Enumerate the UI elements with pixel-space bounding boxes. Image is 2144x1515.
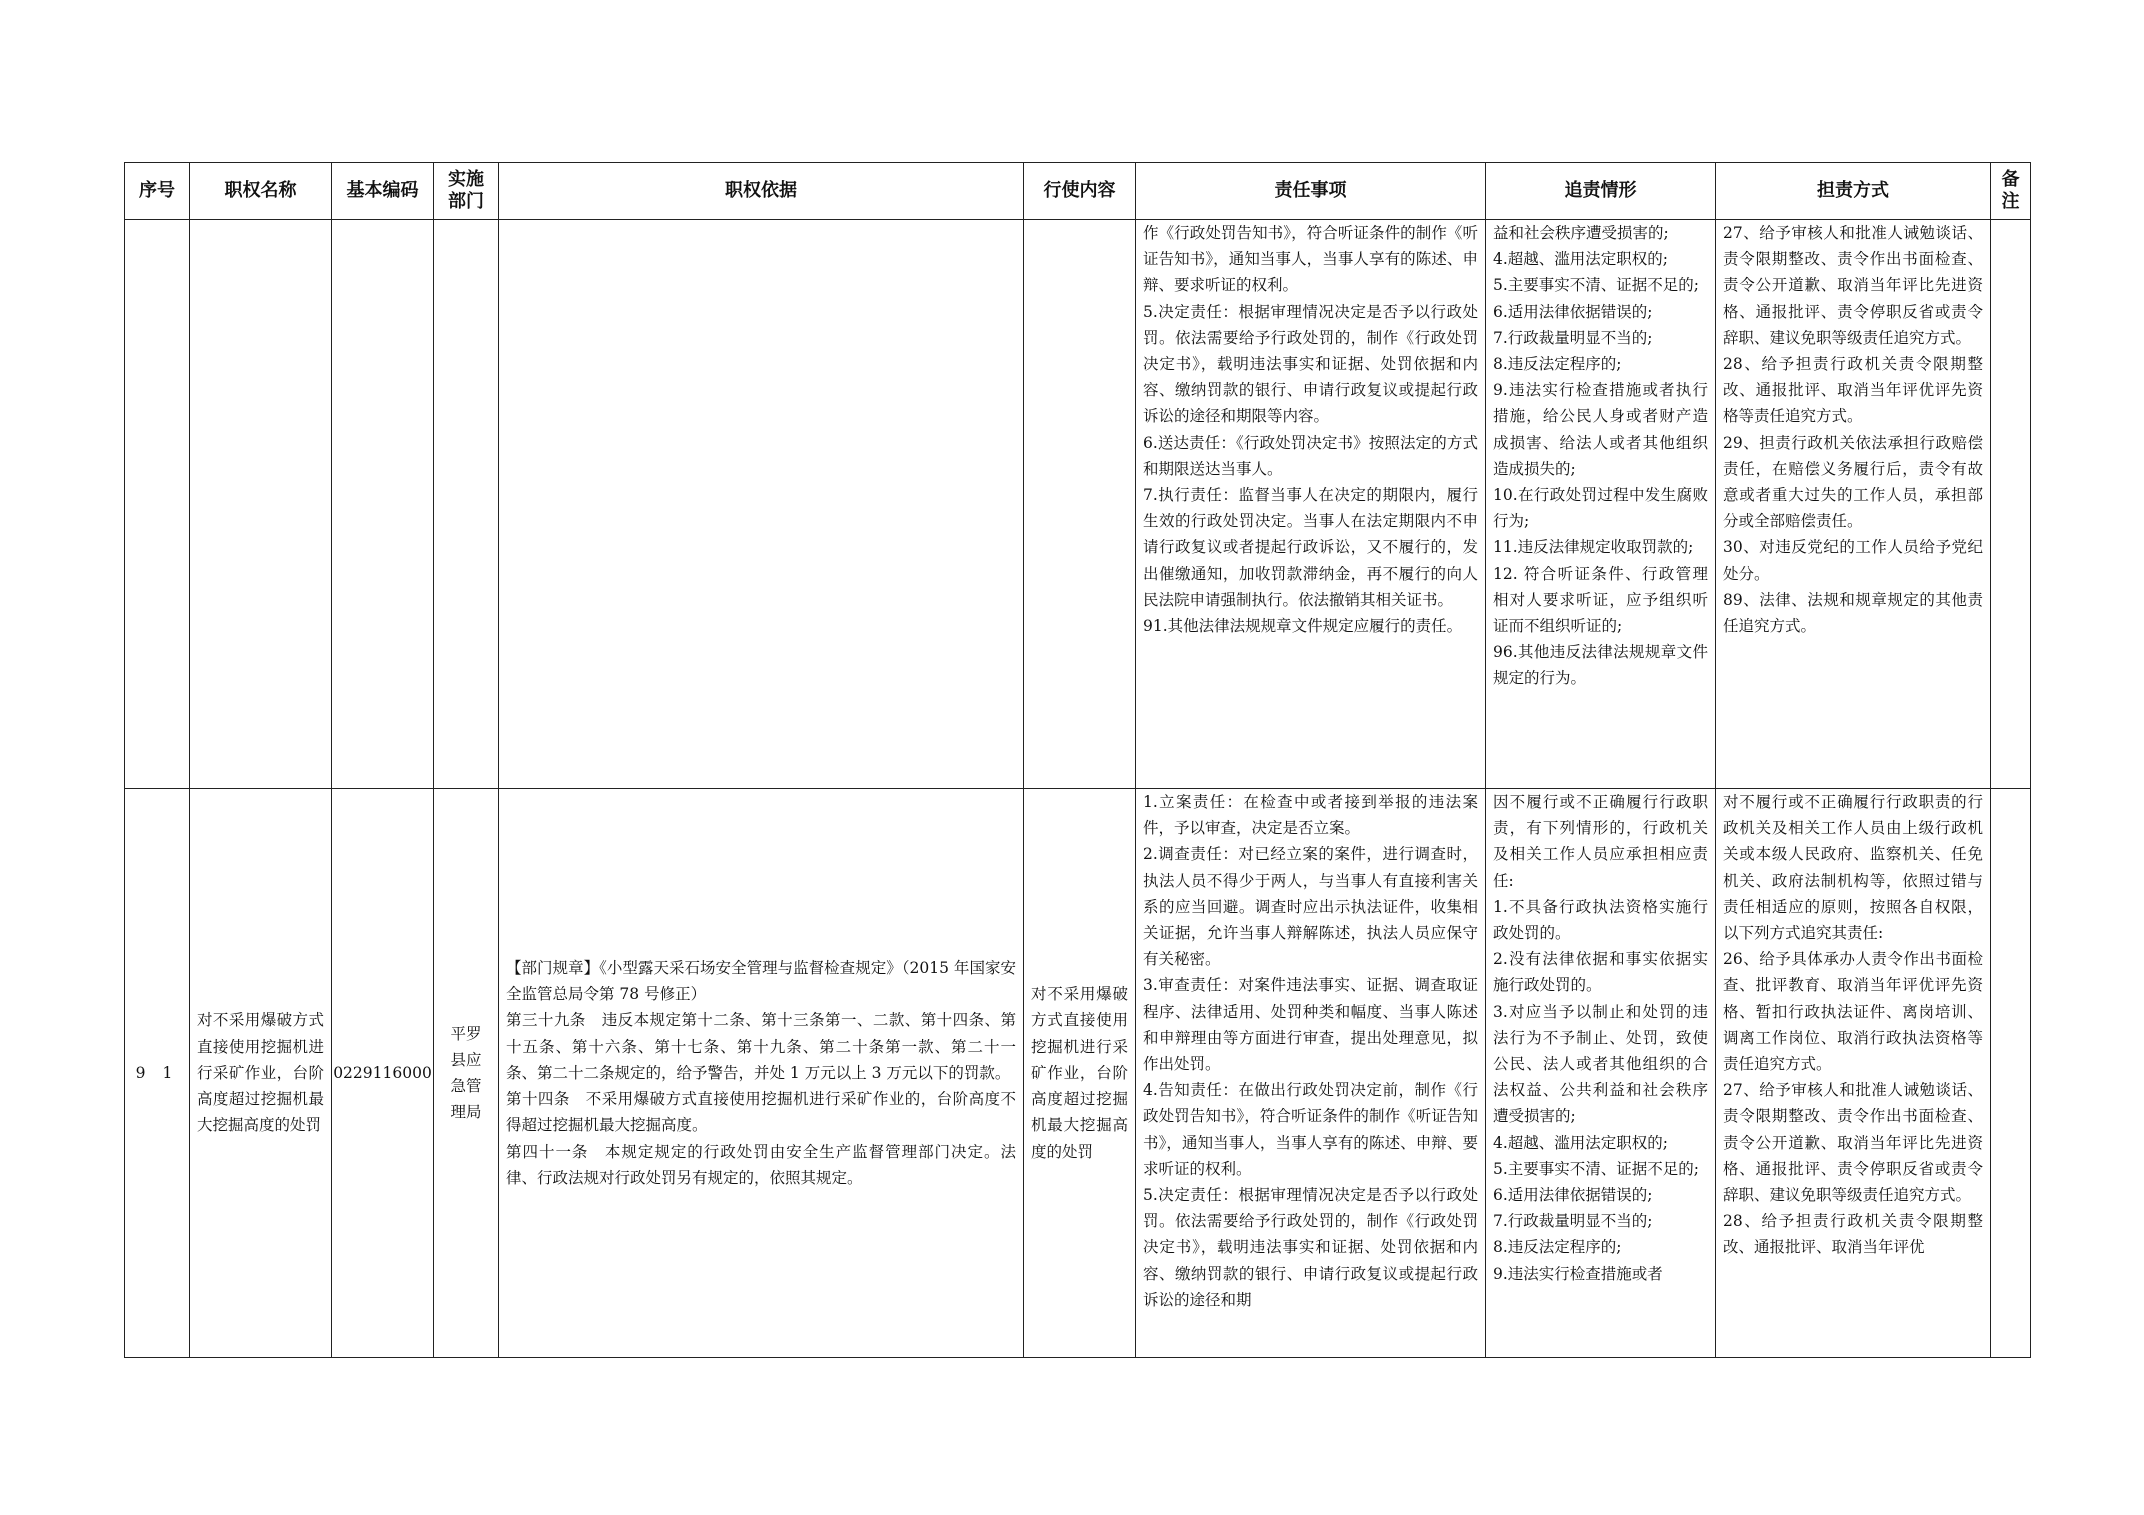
header-index: 序号 bbox=[125, 163, 190, 220]
cell-power-name bbox=[190, 789, 332, 1358]
header-row bbox=[125, 163, 2031, 220]
cell-liability bbox=[1716, 789, 1991, 1358]
cell-liability-cont bbox=[1716, 220, 1991, 789]
code-text: 0229116000 bbox=[333, 1063, 432, 1082]
content-text: 对不采用爆破方式直接使用挖掘机进行采矿作业，台阶高度超过挖掘机最大挖掘高度的处罚 bbox=[1031, 985, 1128, 1161]
cell-content bbox=[1024, 789, 1136, 1358]
table-row-continued bbox=[125, 220, 2031, 789]
power-name-text: 对不采用爆破方式直接使用挖掘机进行采矿作业，台阶高度超过挖掘机最大挖掘高度的处罚 bbox=[197, 1011, 324, 1135]
header-remarks bbox=[1991, 163, 2031, 220]
cell-department bbox=[434, 789, 499, 1358]
cell-accountability-cont bbox=[1486, 220, 1716, 789]
responsibilities-text: 作《行政处罚告知书》，符合听证条件的制作《听证告知书》，通知当事人，当事人享有的陈述、申辩、要求听证的权利。 5.决定责任：根据审理情况决定是否予以行政处罚。依法需要给予行政处罚的，制作《行政处罚决定书》，载明违法事实和证据、处罚依据和内容、缴纳罚款的银行、申请行政复议或提起行政诉讼的途径和期限等内容。 6.送达责任：《行政处罚决定书》按照法定的方式和期限送达当事人。 7.执行责任：监督当事人在决定的期限内，履行生效的行政处罚决定。当事人在法定期限内不申请行政复议或者提起行政诉讼，又不履行的，发出催缴通知，加收罚款滞纳金，再不履行的向人民法院申请强制执行。依法撤销其相关证书。 91.其他法律法规规章文件规定应履行的责任。 bbox=[1143, 224, 1478, 636]
header-accountability: 追责情形 bbox=[1486, 163, 1716, 220]
cell-responsibilities-cont bbox=[1136, 220, 1486, 789]
accountability-text-91: 因不履行或不正确履行行政职责，有下列情形的，行政机关及相关工作人员应承担相应责任: 1.不具备行政执法资格实施行政处罚的。 2.没有法律依据和事实依据实施行政处罚的。 3.对应当予以制止和处罚的违法行为不予制止、处罚，致使公民、法人或者其他组织的合法权益、公共利益和社会秩序遭受损害的; 4.超越、滥用法定职权的; 5.主要事实不清、证据不足的; 6.适用法律依据错误的; 7.行政裁量明显不当的; 8.违反法定程序的; 9.违法实行检查措施或者 bbox=[1493, 793, 1708, 1283]
cell-code bbox=[332, 789, 434, 1358]
liability-text-91: 对不履行或不正确履行行政职责的行政机关及相关工作人员由上级行政机关或本级人民政府、监察机关、任免机关、政府法制机构等，依照过错与责任相适应的原则，按照各自权限，以下列方式追究其责任: 26、给予具体承办人责令作出书面检查、批评教育、取消当年评优评先资格、暂扣行政执法证件、离岗培训、调离工作岗位、取消行政执法资格等责任追究方式。 27、给予审核人和批准人诫勉谈话、责令限期整改、责令作出书面检查、责令公开道歉、取消当年评比先进资格、通报批评、责令停职反省或责令辞职、建议免职等级责任追究方式。 28、给予担责行政机关责令限期整改、通报批评、取消当年评优 bbox=[1723, 793, 1983, 1257]
accountability-text: 益和社会秩序遭受损害的; 4.超越、滥用法定职权的; 5.主要事实不清、证据不足的; 6.适用法律依据错误的; 7.行政裁量明显不当的; 8.违反法定程序的; 9.违法实行检查措施或者执行措施，给公民人身或者财产造成损害、给法人或者其他组织造成损失的; 10.在行政处罚过程中发生腐败行为; 11.违反法律规定收取罚款的; 12. 符合听证条件、行政管理相对人要求听证，应予组织听证而不组织听证的; 96.其他违反法律法规规章文件规定的行为。 bbox=[1493, 224, 1708, 688]
header-department bbox=[434, 163, 499, 220]
header-liability: 担责方式 bbox=[1716, 163, 1991, 220]
header-department-label: 实施部门 bbox=[448, 169, 484, 212]
liability-text: 27、给予审核人和批准人诫勉谈话、责令限期整改、责令作出书面检查、责令公开道歉、取消当年评比先进资格、通报批评、责令停职反省或责令辞职、建议免职等级责任追究方式。 28、给予担责行政机关责令限期整改、通报批评、取消当年评优评先资格等责任追究方式。 29、担责行政机关依法承担行政赔偿责任，在赔偿义务履行后，责令有故意或者重大过失的工作人员，承担部分或全部赔偿责任。 30、对违反党纪的工作人员给予党纪处分。 89、法律、法规和规章规定的其他责任追究方式。 bbox=[1723, 224, 1983, 636]
cell-index bbox=[125, 789, 190, 1358]
cell-department-empty bbox=[434, 220, 499, 789]
header-code: 基本编码 bbox=[332, 163, 434, 220]
cell-basis-empty bbox=[499, 220, 1024, 789]
basis-text: 【部门规章】《小型露天采石场安全管理与监督检查规定》（2015 年国家安全监管总局令第 78 号修正） 第三十九条 违反本规定第十二条、第十三条第一、二款、第十四条、第十五条、第十六条、第十七条、第十九条、第二十条第一款、第二十一条、第二十二条规定的，给予警告，并处 1 万元以上 3 万元以下的罚款。 第十四条 不采用爆破方式直接使用挖掘机进行采矿作业的，台阶高度不得超过挖掘机最大挖掘高度。 第四十一条 本规定规定的行政处罚由安全生产监督管理部门决定。法律、行政法规对行政处罚另有规定的，依照其规定。 bbox=[506, 959, 1016, 1187]
header-responsibilities: 责任事项 bbox=[1136, 163, 1486, 220]
responsibilities-text-91: 1.立案责任：在检查中或者接到举报的违法案件，予以审查，决定是否立案。 2.调查责任：对已经立案的案件，进行调查时，执法人员不得少于两人，与当事人有直接利害关系的应当回避。调查时应出示执法证件，收集相关证据，允许当事人辩解陈述，执法人员应保守有关秘密。 3.审查责任：对案件违法事实、证据、调查取证程序、法律适用、处罚种类和幅度、当事人陈述和申辩理由等方面进行审查，提出处理意见，拟作出处罚。 4.告知责任：在做出行政处罚决定前，制作《行政处罚告知书》，符合听证条件的制作《听证告知书》，通知当事人，当事人享有的陈述、申辩、要求听证的权利。 5.决定责任：根据审理情况决定是否予以行政处罚。依法需要给予行政处罚的，制作《行政处罚决定书》，载明违法事实和证据、处罚依据和内容、缴纳罚款的银行、申请行政复议或提起行政诉讼的途径和期 bbox=[1143, 793, 1478, 1309]
header-content: 行使内容 bbox=[1024, 163, 1136, 220]
cell-remarks-empty bbox=[1991, 220, 2031, 789]
header-basis: 职权依据 bbox=[499, 163, 1024, 220]
header-remarks-label: 备注 bbox=[2001, 169, 2020, 212]
cell-power-name-empty bbox=[190, 220, 332, 789]
powers-table bbox=[124, 162, 2031, 1358]
header-power-name: 职权名称 bbox=[190, 163, 332, 220]
row-index: 9 1 bbox=[135, 1063, 179, 1082]
cell-accountability bbox=[1486, 789, 1716, 1358]
cell-remarks bbox=[1991, 789, 2031, 1358]
cell-responsibilities bbox=[1136, 789, 1486, 1358]
cell-code-empty bbox=[332, 220, 434, 789]
cell-content-empty bbox=[1024, 220, 1136, 789]
department-text: 平罗县应急管理局 bbox=[450, 1024, 482, 1122]
table-row-91 bbox=[125, 789, 2031, 1358]
cell-index-empty bbox=[125, 220, 190, 789]
cell-basis bbox=[499, 789, 1024, 1358]
